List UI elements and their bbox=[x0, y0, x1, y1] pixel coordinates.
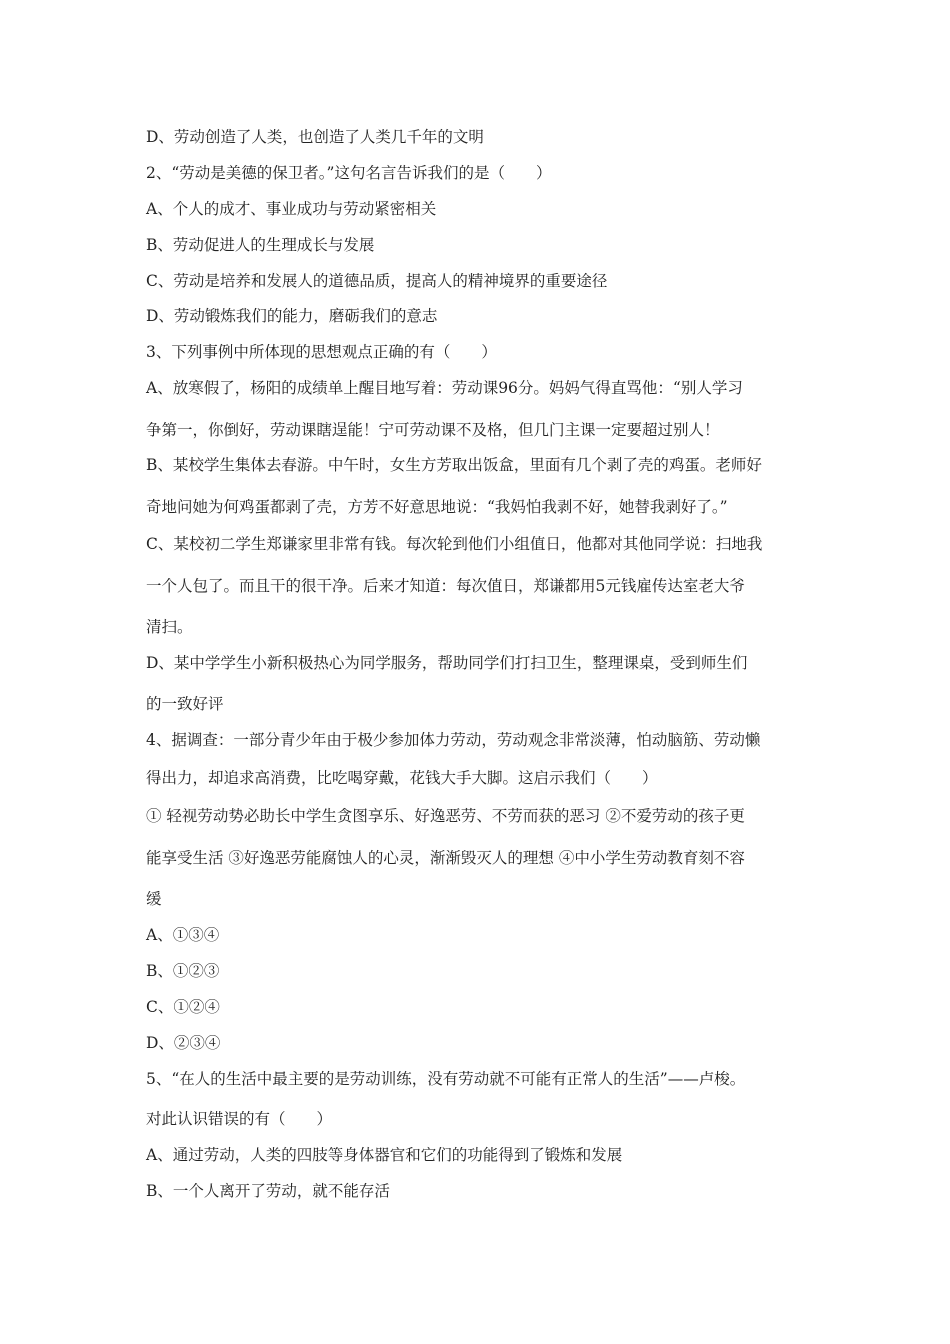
question-4-line2: 得出力，却追求高消费，比吃喝穿戴，花钱大手大脚。这启示我们（ ） bbox=[146, 769, 658, 787]
statements-q4-line2: 能享受生活 ③好逸恶劳能腐蚀人的心灵，渐渐毁灭人的理想 ④中小学生劳动教育刻不容 bbox=[146, 849, 745, 867]
option-b-q4: B、①②③ bbox=[146, 962, 220, 980]
option-d-q3-line2: 的一致好评 bbox=[146, 695, 224, 713]
option-d-q4: D、②③④ bbox=[146, 1034, 221, 1052]
option-a-q3-line2: 争第一，你倒好，劳动课瞎逞能！宁可劳动课不及格，但几门主课一定要超过别人！ bbox=[146, 421, 720, 439]
option-c-q3-line1: C、某校初二学生郑谦家里非常有钱。每次轮到他们小组值日，他都对其他同学说：扫地我 bbox=[146, 535, 763, 553]
option-d-q2: D、劳动锻炼我们的能力，磨砺我们的意志 bbox=[146, 307, 438, 325]
option-c-q4: C、①②④ bbox=[146, 998, 220, 1016]
option-d-q1: D、劳动创造了人类，也创造了人类几千年的文明 bbox=[146, 128, 484, 146]
question-2: 2、“劳动是美德的保卫者。”这句名言告诉我们的是（ ） bbox=[146, 164, 552, 182]
question-3: 3、下列事例中所体现的思想观点正确的有（ ） bbox=[146, 343, 497, 361]
statements-q4-line3: 缓 bbox=[146, 890, 162, 908]
question-5-line1: 5、“在人的生活中最主要的是劳动训练，没有劳动就不可能有正常人的生活”——卢梭。 bbox=[146, 1070, 746, 1088]
option-a-q3-line1: A、放寒假了，杨阳的成绩单上醒目地写着：劳动课96分。妈妈气得直骂他：“别人学习 bbox=[146, 379, 743, 397]
option-a-q4: A、①③④ bbox=[146, 926, 220, 944]
option-c-q3-line3: 清扫。 bbox=[146, 618, 193, 636]
option-b-q5: B、一个人离开了劳动，就不能存活 bbox=[146, 1182, 390, 1200]
option-b-q3-line2: 奇地问她为何鸡蛋都剥了壳，方芳不好意思地说：“我妈怕我剥不好，她替我剥好了。” bbox=[146, 498, 728, 516]
option-b-q3-line1: B、某校学生集体去春游。中午时，女生方芳取出饭盒，里面有几个剥了壳的鸡蛋。老师好 bbox=[146, 456, 762, 474]
option-c-q3-line2: 一个人包了。而且干的很干净。后来才知道：每次值日，郑谦都用5元钱雇传达室老大爷 bbox=[146, 577, 745, 595]
statements-q4-line1: ① 轻视劳动势必助长中学生贪图享乐、好逸恶劳、不劳而获的恶习 ②不爱劳动的孩子更 bbox=[146, 807, 745, 825]
option-b-q2: B、劳动促进人的生理成长与发展 bbox=[146, 236, 375, 254]
question-4-line1: 4、据调查：一部分青少年由于极少参加体力劳动，劳动观念非常淡薄，怕动脑筋、劳动懒 bbox=[146, 731, 761, 749]
question-5-line2: 对此认识错误的有（ ） bbox=[146, 1110, 333, 1128]
option-a-q2: A、个人的成才、事业成功与劳动紧密相关 bbox=[146, 200, 437, 218]
option-a-q5: A、通过劳动，人类的四肢等身体器官和它们的功能得到了锻炼和发展 bbox=[146, 1146, 623, 1164]
option-d-q3-line1: D、某中学学生小新积极热心为同学服务，帮助同学们打扫卫生，整理课桌，受到师生们 bbox=[146, 654, 748, 672]
option-c-q2: C、劳动是培养和发展人的道德品质，提高人的精神境界的重要途径 bbox=[146, 272, 608, 290]
